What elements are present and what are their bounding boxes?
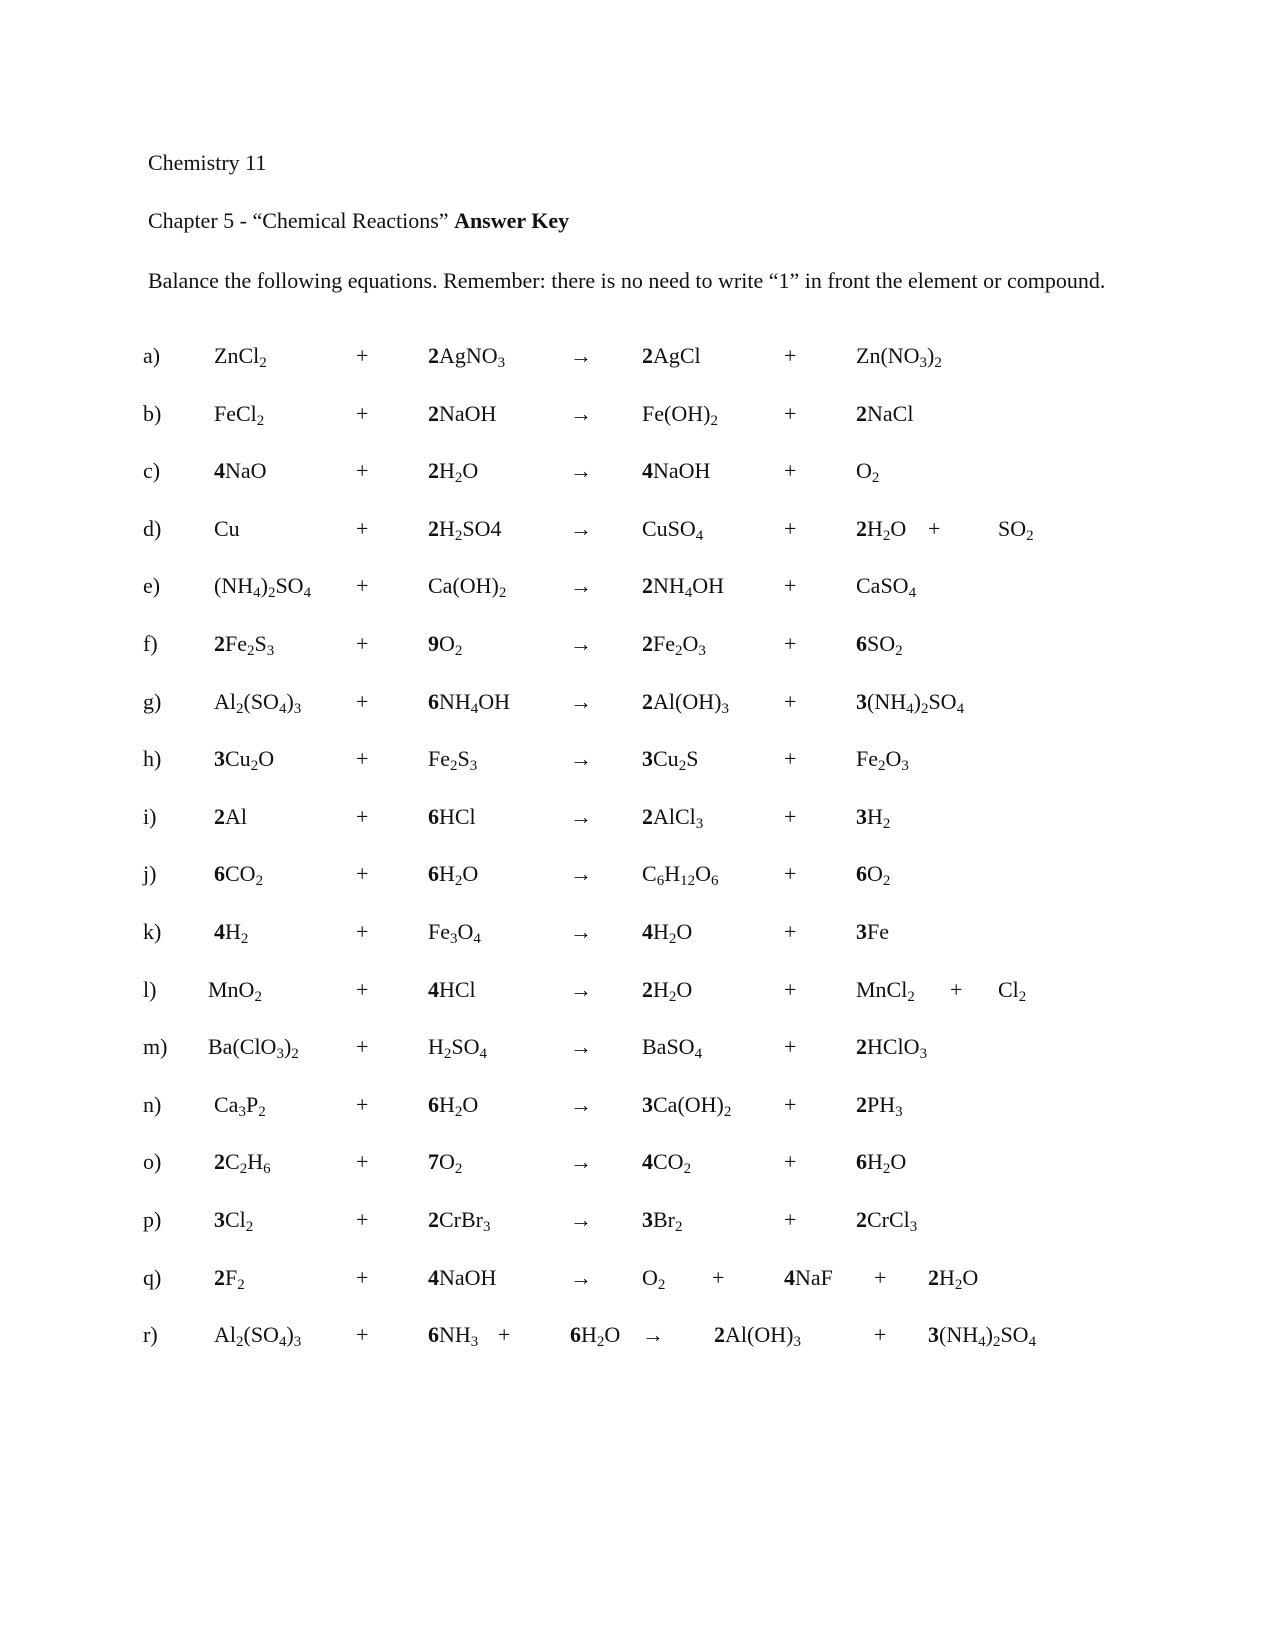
coefficient: 6 [428, 1322, 439, 1348]
equation-row [0, 804, 1275, 840]
reaction-arrow: → [570, 1034, 592, 1060]
plus-sign: + [784, 1091, 797, 1117]
chemical-formula: $2H_2O$ [428, 458, 479, 487]
chemical-formula: 2NaCl [856, 400, 914, 426]
chemical-formula: 4NaO [214, 458, 267, 484]
plus-sign: + [784, 861, 797, 887]
coefficient: 3 [642, 1091, 653, 1117]
coefficient: 3 [214, 1207, 225, 1232]
coefficient: 2 [856, 400, 867, 426]
coefficient: 2 [428, 343, 439, 368]
reaction-arrow: → [570, 1207, 592, 1232]
chemical-formula: CaSO$_4$ [856, 573, 917, 602]
chemical-formula: $Ca_3P_2$ [214, 1091, 266, 1120]
plus-sign: + [356, 746, 369, 772]
instructions: Balance the following equations. Remember: there is no need to write “1” in front the element or compound. [148, 268, 1106, 293]
reaction-arrow: → [570, 746, 592, 772]
chemical-formula: $Cl_2$ [998, 976, 1027, 1005]
reaction-arrow: → [570, 976, 592, 1002]
coefficient: 4 [428, 976, 439, 1002]
chemical-formula: $Fe_2S_3$ [428, 746, 478, 775]
chemical-formula: BaSO$_4$ [642, 1034, 703, 1063]
reaction-arrow: → [570, 515, 592, 541]
plus-sign: + [784, 1207, 797, 1232]
equation-row [0, 516, 1275, 552]
chemical-formula: $Al_2(SO_4)_3$ [214, 688, 302, 717]
coefficient: 2 [714, 1322, 725, 1348]
equation-label: b) [143, 400, 162, 426]
coefficient: 2 [214, 631, 225, 656]
coefficient: 6 [856, 1149, 867, 1175]
coefficient: 4 [642, 458, 653, 484]
coefficient: 2 [642, 343, 653, 368]
coefficient: 3 [214, 746, 225, 772]
plus-sign: + [784, 573, 797, 599]
chemical-formula: $2Fe_2O_3$ [642, 631, 706, 659]
reaction-arrow: → [570, 458, 592, 484]
reaction-arrow: → [570, 1091, 592, 1117]
plus-sign: + [356, 861, 369, 887]
chemical-formula: $3Cl_2$ [214, 1207, 254, 1235]
chemical-formula: 4NaF [784, 1264, 833, 1290]
equation-row [0, 1092, 1275, 1128]
coefficient: 6 [428, 1091, 439, 1117]
coefficient: 4 [214, 458, 225, 484]
chemical-formula: $3(NH_4)_2SO_4$ [856, 688, 965, 717]
chemical-formula: $Zn(NO_3)_2$ [856, 343, 942, 371]
chemical-formula: $2F_2$ [214, 1264, 245, 1293]
equation-label: k) [143, 919, 162, 944]
reaction-arrow: → [570, 631, 592, 656]
equation-row [0, 1207, 1275, 1243]
plus-sign: + [356, 1264, 369, 1290]
chemical-formula: $2Fe_2S_3$ [214, 631, 275, 659]
equation-label: j) [143, 861, 157, 887]
coefficient: 2 [642, 573, 653, 599]
chemical-formula: FeCl$_2$ [214, 400, 265, 429]
plus-sign: + [874, 1264, 887, 1290]
coefficient: 4 [642, 1149, 653, 1175]
equation-label: a) [143, 343, 161, 368]
chemical-formula: MnO$_2$ [208, 976, 262, 1005]
chemical-formula: $2PH_3$ [856, 1091, 903, 1120]
chemical-formula: $6O_2$ [856, 861, 891, 890]
equation-label: d) [143, 515, 162, 541]
chemical-formula: $4H_2$ [214, 919, 249, 947]
coefficient: 2 [214, 1264, 225, 1290]
reaction-arrow: → [570, 919, 592, 944]
equation-label: p) [143, 1207, 162, 1232]
plus-sign: + [784, 1149, 797, 1175]
answer-key-label: Answer Key [454, 208, 570, 233]
plus-sign: + [356, 803, 369, 829]
chemical-formula: $2H_2SO4$ [428, 515, 502, 544]
plus-sign: + [784, 803, 797, 829]
equation-label: l) [143, 976, 157, 1002]
plus-sign: + [784, 746, 797, 772]
plus-sign: + [874, 1322, 887, 1348]
coefficient: 2 [856, 1207, 867, 1232]
chemical-formula: 4NaOH [642, 458, 711, 484]
coefficient: 6 [856, 631, 867, 656]
plus-sign: + [356, 1091, 369, 1117]
coefficient: 4 [428, 1264, 439, 1290]
chemical-formula: $Fe(OH)_2$ [642, 400, 718, 429]
chapter-heading-text: Chapter 5 - “Chemical Reactions” [148, 208, 455, 233]
chemical-formula: 4HCl [428, 976, 476, 1002]
equation-row [0, 1265, 1275, 1301]
coefficient: 6 [570, 1322, 581, 1348]
equation-row [0, 631, 1275, 667]
plus-sign: + [356, 343, 369, 368]
equation-row [0, 1034, 1275, 1070]
reaction-arrow: → [570, 573, 592, 599]
equation-row [0, 977, 1275, 1013]
reaction-arrow: → [570, 803, 592, 829]
equation-label: o) [143, 1149, 162, 1175]
plus-sign: + [498, 1322, 511, 1348]
plus-sign: + [784, 515, 797, 541]
chemical-formula: 2Al [214, 803, 247, 829]
plus-sign: + [712, 1264, 725, 1290]
chemical-formula: $SO_2$ [998, 515, 1034, 544]
equation-row [0, 1149, 1275, 1185]
plus-sign: + [356, 1322, 369, 1348]
chemical-formula: $3Br_2$ [642, 1207, 683, 1235]
plus-sign: + [928, 515, 941, 541]
coefficient: 6 [428, 688, 439, 714]
coefficient: 2 [428, 515, 439, 541]
coefficient: 2 [642, 803, 653, 829]
chemical-formula: $4H_2O$ [642, 919, 693, 947]
equation-row [0, 689, 1275, 725]
chemical-formula: $Ca(OH)_2$ [428, 573, 507, 602]
coefficient: 3 [856, 688, 867, 714]
chemical-formula: ZnCl$_2$ [214, 343, 267, 371]
coefficient: 2 [214, 803, 225, 829]
plus-sign: + [356, 573, 369, 599]
plus-sign: + [784, 631, 797, 656]
chemical-formula: $6SO_2$ [856, 631, 903, 659]
equation-label: i) [143, 803, 157, 829]
chemical-formula: $Ba(ClO_3)_2$ [208, 1034, 299, 1063]
coefficient: 6 [428, 861, 439, 887]
chemical-formula: $7O_2$ [428, 1149, 463, 1178]
chemical-formula: $6H_2O$ [570, 1322, 621, 1351]
chemical-formula: $3H_2$ [856, 803, 891, 832]
plus-sign: + [784, 400, 797, 426]
plus-sign: + [356, 688, 369, 714]
reaction-arrow: → [570, 343, 592, 368]
reaction-arrow: → [570, 400, 592, 426]
chemical-formula: $6NH_3$ [428, 1322, 479, 1351]
plus-sign: + [356, 1149, 369, 1175]
equation-label: c) [143, 458, 161, 484]
coefficient: 4 [214, 919, 225, 944]
chemical-formula: $(NH_4)_2SO_4$ [214, 573, 312, 602]
chemical-formula: $6CO_2$ [214, 861, 264, 890]
plus-sign: + [356, 631, 369, 656]
chemical-formula: 4NaOH [428, 1264, 497, 1290]
coefficient: 2 [214, 1149, 225, 1175]
chemical-formula: MnCl$_2$ [856, 976, 915, 1005]
chemical-formula: $3Cu_2S$ [642, 746, 699, 775]
page-title: Chemistry 11 [148, 150, 267, 175]
coefficient: 3 [928, 1322, 939, 1348]
coefficient: 3 [856, 919, 867, 944]
coefficient: 4 [784, 1264, 795, 1290]
coefficient: 4 [642, 919, 653, 944]
chemical-formula: $Fe_2O_3$ [856, 746, 909, 775]
coefficient: 7 [428, 1149, 439, 1175]
coefficient: 6 [428, 803, 439, 829]
coefficient: 2 [428, 1207, 439, 1232]
chemical-formula: 2AlCl$_3$ [642, 803, 704, 832]
chemical-formula: $2C_2H_6$ [214, 1149, 271, 1178]
coefficient: 2 [856, 1091, 867, 1117]
equation-label: n) [143, 1091, 162, 1117]
coefficient: 2 [642, 631, 653, 656]
chemical-formula: $Fe_3O_4$ [428, 919, 481, 947]
plus-sign: + [356, 458, 369, 484]
chemical-formula: $C_6H_{12}O_6$ [642, 861, 719, 890]
chemical-formula: $6H_2O$ [428, 1091, 479, 1120]
chapter-heading [148, 208, 569, 234]
plus-sign: + [356, 400, 369, 426]
chemical-formula: $2NH_4OH$ [642, 573, 725, 602]
coefficient: 2 [428, 458, 439, 484]
coefficient: 2 [428, 400, 439, 426]
plus-sign: + [356, 919, 369, 944]
chemical-formula: CuSO$_4$ [642, 515, 704, 544]
equation-row [0, 919, 1275, 955]
chemical-formula: $2Al(OH)_3$ [642, 688, 729, 717]
chemical-formula: 2AgCl [642, 343, 701, 368]
plus-sign: + [356, 515, 369, 541]
chemical-formula: $H_2SO_4$ [428, 1034, 488, 1063]
chemical-formula: $Al_2(SO_4)_3$ [214, 1322, 302, 1351]
chemical-formula: $2Al(OH)_3$ [714, 1322, 801, 1351]
chemical-formula: 2CrBr$_3$ [428, 1207, 491, 1235]
coefficient: 6 [856, 861, 867, 887]
chemical-formula: $O_2$ [642, 1264, 666, 1293]
coefficient: 2 [642, 976, 653, 1002]
reaction-arrow: → [642, 1322, 664, 1348]
chemical-formula: $2H_2O$ [856, 515, 907, 544]
coefficient: 2 [928, 1264, 939, 1290]
coefficient: 9 [428, 631, 439, 656]
plus-sign: + [784, 688, 797, 714]
plus-sign: + [784, 1034, 797, 1060]
plus-sign: + [784, 919, 797, 944]
coefficient: 2 [856, 1034, 867, 1060]
plus-sign: + [784, 343, 797, 368]
chemical-formula: $3Ca(OH)_2$ [642, 1091, 732, 1120]
coefficient: 2 [642, 688, 653, 714]
equation-row [0, 1322, 1275, 1358]
chemical-formula: 2CrCl$_3$ [856, 1207, 918, 1235]
chemical-formula: 2NaOH [428, 400, 497, 426]
equation-label: m) [143, 1034, 168, 1060]
chemical-formula: $9O_2$ [428, 631, 463, 659]
chemical-formula: $3Cu_2O$ [214, 746, 275, 775]
chemical-formula: $2H_2O$ [642, 976, 693, 1005]
coefficient: 3 [642, 1207, 653, 1232]
equation-label: r) [143, 1322, 158, 1348]
equation-row [0, 458, 1275, 494]
equation-label: e) [143, 573, 161, 599]
equation-row [0, 573, 1275, 609]
chemical-formula: Cu [214, 515, 240, 541]
reaction-arrow: → [570, 861, 592, 887]
chemical-formula: 2AgNO$_3$ [428, 343, 506, 371]
equation-row [0, 861, 1275, 897]
reaction-arrow: → [570, 1264, 592, 1290]
chemical-formula: 3Fe [856, 919, 889, 944]
plus-sign: + [950, 976, 963, 1002]
coefficient: 3 [856, 803, 867, 829]
chemical-formula: $6NH_4OH$ [428, 688, 511, 717]
coefficient: 6 [214, 861, 225, 887]
reaction-arrow: → [570, 1149, 592, 1175]
equation-label: h) [143, 746, 162, 772]
plus-sign: + [784, 458, 797, 484]
equation-row [0, 746, 1275, 782]
chemical-formula: $6H_2O$ [428, 861, 479, 890]
chemical-formula: 2HClO$_3$ [856, 1034, 928, 1063]
plus-sign: + [784, 976, 797, 1002]
equation-label: f) [143, 631, 158, 656]
chemical-formula: $2H_2O$ [928, 1264, 979, 1293]
coefficient: 3 [642, 746, 653, 772]
reaction-arrow: → [570, 688, 592, 714]
chemical-formula: 6HCl [428, 803, 476, 829]
chemical-formula: $4CO_2$ [642, 1149, 692, 1178]
equation-row [0, 343, 1275, 379]
equation-label: g) [143, 688, 162, 714]
plus-sign: + [356, 1034, 369, 1060]
chemical-formula: $O_2$ [856, 458, 880, 487]
chemical-formula: $3(NH_4)_2SO_4$ [928, 1322, 1037, 1351]
equation-row [0, 401, 1275, 437]
plus-sign: + [356, 976, 369, 1002]
coefficient: 2 [856, 515, 867, 541]
equation-label: q) [143, 1264, 162, 1290]
chemical-formula: $6H_2O$ [856, 1149, 907, 1178]
plus-sign: + [356, 1207, 369, 1232]
